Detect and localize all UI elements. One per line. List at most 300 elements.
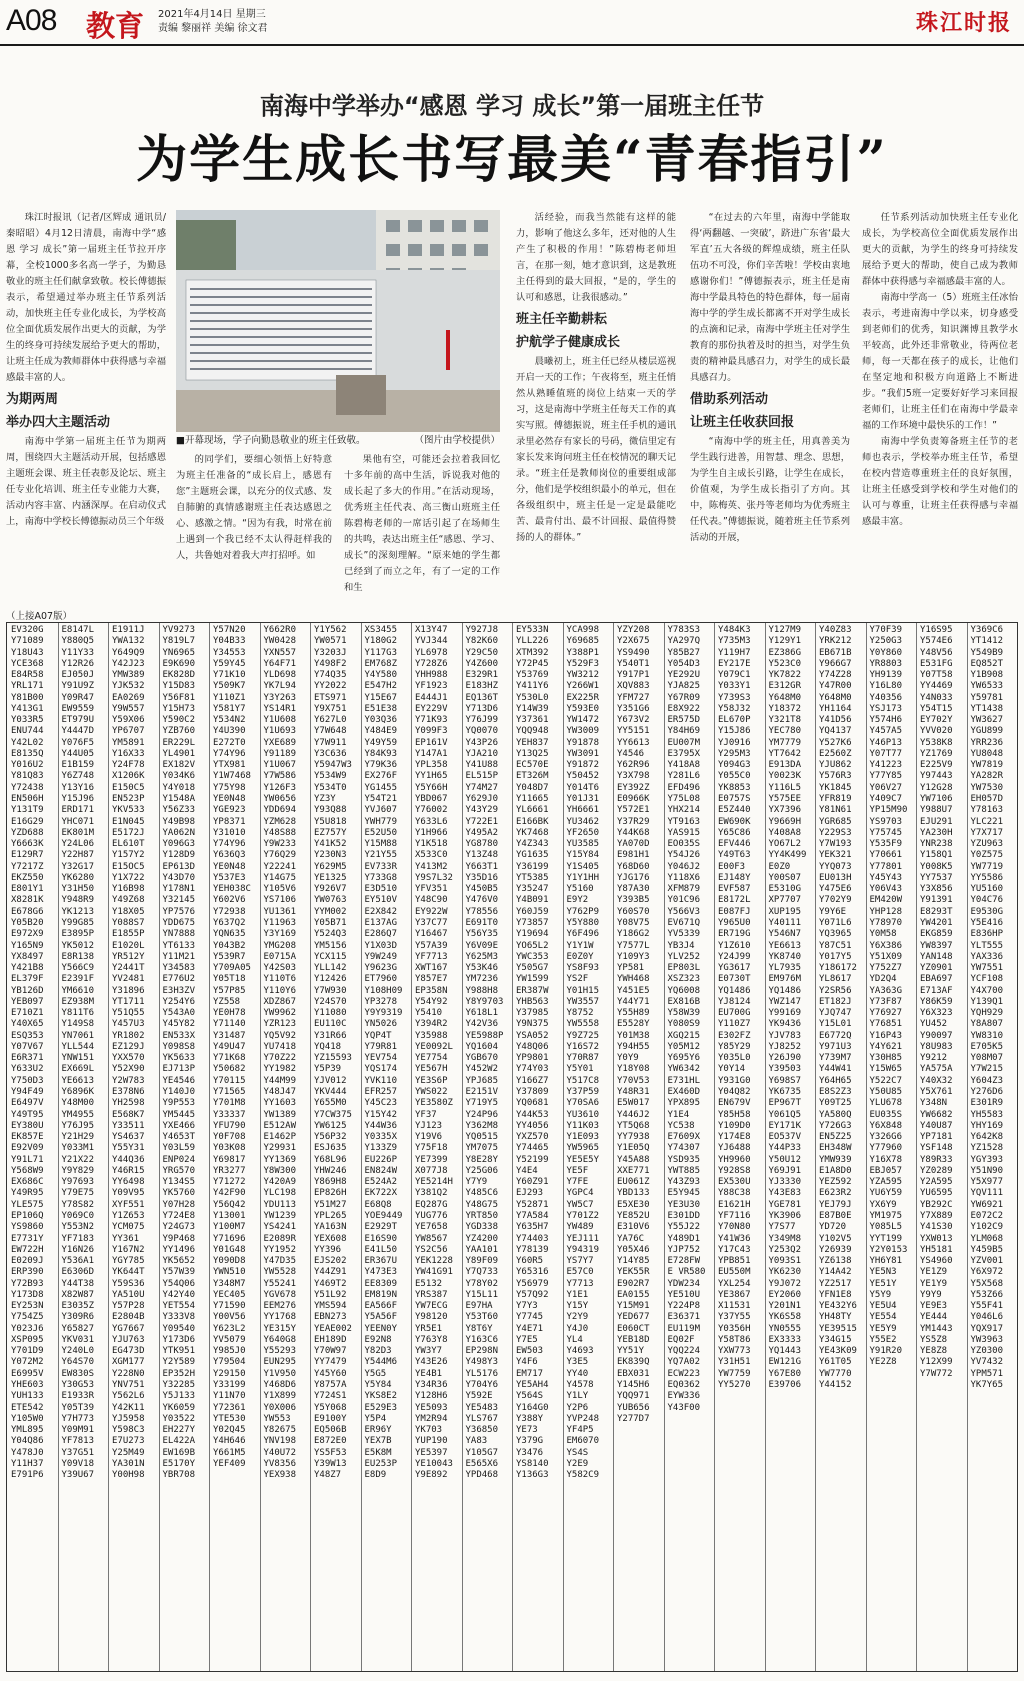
code-cell: Y55293 [263,1346,297,1357]
column-rule [664,623,665,1671]
code-cell: Y43D70 [162,872,196,883]
code-cell: Y13Q25 [516,748,549,759]
code-cell: Y26939 [819,1244,852,1255]
code-cell: YA76C [617,1233,645,1244]
code-cell: YQQ948 [516,726,549,737]
code-cell: Y70W97 [314,1346,347,1357]
code-cell: Y76J95 [61,1120,95,1131]
code-cell: Y0M58 [869,929,897,940]
code-cell: Y110T6 [263,974,297,985]
code-cell: YJQ747 [819,1008,852,1019]
code-cell: Y18U43 [11,647,44,658]
code-cell: Y8Y9703 [465,996,504,1007]
code-cell: YNW151 [61,1053,95,1064]
code-cell: YR512Y [112,951,145,962]
code-cell: Y409C7 [869,794,903,805]
code-cell: Y240L0 [61,1346,95,1357]
code-cell: Y475E6 [819,884,852,895]
code-cell: Y51L92 [314,1289,347,1300]
code-cell: Y15M88 [364,839,398,850]
code-cell: E2391F [61,974,95,985]
code-cell: EG473D [112,1346,145,1357]
code-cell: Y478J0 [11,1447,44,1458]
code-cell: YL8617 [819,974,852,985]
code-cell: YS9860 [11,1222,44,1233]
code-cell: YXN557 [263,647,297,658]
code-cell: Y2W783 [112,1075,145,1086]
code-cell: Y09V95 [112,1188,145,1199]
code-cell: Y16P43 [869,1030,903,1041]
code-cell: YAS915 [667,827,701,838]
code-cell: Y70V53 [617,1075,650,1086]
code-cell: YE7658 [415,1222,448,1233]
column-rule [310,623,311,1671]
code-cell: Y18Y08 [617,1064,650,1075]
code-cell: YG1455 [364,782,398,793]
code-cell: Y857E7 [415,974,448,985]
code-cell: EJ148Y [718,872,751,883]
code-cell: YM5891 [112,737,145,748]
code-cell: Y174E8 [718,1132,751,1143]
code-cell: YP9801 [516,1053,549,1064]
code-cell: Y5X761 [920,1087,953,1098]
code-cell: Y540T1 [617,658,650,669]
code-cell: Y566C9 [61,963,95,974]
code-cell: Y76851 [869,1019,903,1030]
code-cell: YPD468 [465,1470,499,1481]
code-cell: Y44K53 [516,1109,549,1120]
code-cell: Y42S03 [263,963,297,974]
code-cell: YZD688 [11,827,44,838]
code-cell: Y32285 [162,1380,196,1390]
code-cell: Y31H50 [61,884,95,895]
code-cell: Y186G2 [617,929,650,940]
code-cell: Y72438 [11,782,44,793]
code-cell: ERP390 [11,1267,44,1278]
code-cell: YW8567 [415,1233,448,1244]
code-cell: YQN635 [213,929,246,940]
code-cell: Y450B5 [465,884,499,895]
code-cell: YA510U [112,1289,145,1300]
code-cell: Y16467 [415,929,448,940]
code-cell: Y57N20 [213,625,246,635]
code-cell: Y49Z68 [112,895,145,906]
code-cell: Y44W36 [364,1120,398,1131]
code-cell: Y57P85 [213,985,246,996]
code-cell: EW169B [162,1447,196,1458]
code-cell: Y117G3 [364,647,398,658]
code-cell: YEX608 [314,1233,347,1244]
code-cell: Y68L96 [314,1154,347,1165]
code-cell: Y76J99 [465,715,499,726]
code-cell: YW5528 [263,1267,297,1278]
code-cell: Y590C2 [162,715,196,726]
code-cell: Y489D1 [667,1233,701,1244]
code-cell: E150C5 [112,782,145,793]
body-paragraph: 晨曦初上，班主任已经从楼层巡视开启一天的工作；午夜将至，班主任悄然从熟睡值班的岗位上结束一天的学习，这是南海中学班主任每天工作的真实写照。傅德振说，班主任手机的通讯录里必然存有家长的号码，微信里定有家长发来询问班主任在校情况的聊天记录。“班主任是教师岗位的重要组成部分，他们是学校组织最小的单元，但在各级组织中，班主任是一定是最能吃苦、最肯付出、最不计回报、最值得赞扬的人的群体。” [516,356,676,543]
code-cell: YV5079 [213,1334,246,1345]
code-cell: EEM276 [263,1301,297,1312]
code-cell: YK6S58 [768,1312,802,1323]
code-cell: Y42Y40 [162,1289,196,1300]
code-cell: Y5G5 [364,1368,387,1379]
code-cell: Y05T18 [213,974,246,985]
code-cell: Y16X78 [869,1154,903,1165]
code-cell: YZA595 [869,1177,903,1188]
code-cell: Y7Y3 [516,1301,538,1312]
code-cell: YGY785 [112,1256,145,1267]
code-cell: Y53T60 [465,1312,499,1323]
code-cell: Y096G3 [162,839,196,850]
code-cell: Y43P26 [465,737,499,748]
code-cell: Y1E1 [566,1289,589,1300]
code-cell: EZ386G [768,647,802,658]
code-cell: Y119H7 [718,647,751,658]
code-cell: Y629J0 [465,794,499,805]
code-cell: YY361 [112,1233,140,1244]
code-cell: E VR580 [667,1267,706,1278]
code-cell: YA282R [970,771,1004,782]
code-cell: Y34R36 [415,1380,448,1390]
code-cell: Y60Z91 [516,1177,549,1188]
code-cell: Y4Z600 [465,658,499,669]
code-cell: EP613D [162,861,196,872]
code-cell: EM819N [364,1289,398,1300]
code-cell: Y91R20 [869,1346,903,1357]
code-cell: YXE466 [162,1120,196,1131]
code-cell: Y446J2 [617,1109,650,1120]
code-cell: YK5633 [162,1053,196,1064]
code-cell: Y91189 [263,748,297,759]
code-cell: Y06V27 [869,782,903,793]
code-cell: Y0023K [768,771,802,782]
code-cell: YJ3330 [768,1177,802,1188]
code-cell: Y73857 [516,917,549,928]
code-cell: Y84K93 [364,748,398,759]
column-rule [462,623,463,1671]
code-cell: YW3627 [970,715,1004,726]
code-cell: EC570E [516,760,549,771]
code-cell: Y110Z1 [213,692,246,703]
code-cell: E776U2 [162,974,196,985]
code-cell: E129R7 [11,850,44,861]
code-cell: E524A2 [364,1177,398,1188]
code-cell: YH5181 [920,1244,953,1255]
code-cell: Y4653T [162,1132,196,1143]
code-cell: YW3009 [566,726,600,737]
code-cell: YS4S [566,1447,589,1458]
code-cell: Y58W39 [667,1008,701,1019]
code-cell: EU119M [667,1323,701,1334]
code-cell: YE1Z9 [920,1267,948,1278]
code-cell: Y625M3 [465,951,499,962]
code-cell: E36371 [667,1312,701,1323]
code-cell: Y91878 [566,737,600,748]
code-cell: Y02Q45 [213,1425,246,1436]
code-cell: Y118X6 [667,872,701,883]
code-cell: Y54Q06 [162,1278,196,1289]
code-cell: Y04Q86 [11,1436,44,1447]
code-cell: Y58J32 [718,703,751,714]
code-cell: Y8T6Y [465,1323,493,1334]
code-cell: E902R7 [617,1278,650,1289]
code-cell: E16S90 [364,1233,398,1244]
column-rule [613,623,614,1671]
code-cell: Y662R0 [263,625,297,635]
code-cell: YA297Q [667,636,701,647]
code-cell: YXW773 [718,1346,751,1357]
code-cell: Y411Y6 [516,681,549,692]
body-paragraph: 南海中学高一（5）班班主任冰怡表示，考进南海中学以来，切身感受到老师们的优秀，知识渊博且教学水平较高，此外还非常敬业，待两位老师，每一天都在孩子的成长，让他们在坚定地和积极方向道路上不断进步。“我们5班一定要好好学习来回报老师们，让班主任们在南海中学最幸福的工作环境中最快乐的工作！” [862,292,1018,431]
code-cell: Y37C77 [415,917,448,928]
code-cell: Y76Q29 [263,850,297,861]
code-cell: Y476V0 [465,895,499,906]
code-cell: Y034K6 [162,771,196,782]
code-cell: Y03K08 [213,1143,246,1154]
code-cell: EP358N [415,985,448,996]
code-cell: E272T0 [213,737,246,748]
code-cell: Y29150 [213,1368,246,1379]
code-cell: Y31487 [213,1030,246,1041]
code-cell: E57C0 [566,1267,594,1278]
code-cell: Y81Q83 [11,771,44,782]
code-cell: YKS8E2 [364,1391,398,1402]
code-cell: E9Y2 [566,895,589,906]
code-cell: Y06V43 [869,884,903,895]
code-cell: Y03522 [162,1413,196,1424]
code-cell: Y7X889 [920,1210,953,1221]
code-cell: Y7W193 [819,839,852,850]
code-cell: Y9E892 [415,1470,448,1481]
code-cell: Y43E83 [768,1188,802,1199]
photo-caption [176,433,500,449]
code-cell: Y36850 [465,1425,499,1436]
code-cell: YRL171 [11,681,44,692]
code-cell: Y9N375 [516,1019,549,1030]
code-cell: Y91872 [566,760,600,771]
code-cell: Y538K8 [920,737,953,748]
code-cell: YEEN0Y [364,1323,398,1334]
code-cell: Y1U067 [263,760,297,771]
code-cell: YE9E3 [920,1301,948,1312]
body-paragraph: 南海中学第一届班主任节为期两周，围绕四大主题活动开展，包括感恩主题班会课、班主任表彰及论坛、班主任专业化培训、班主任专业能力大赛，活动内容丰富、内涵深厚。在启动仪式上，南海中学校长傅德振动员三个年级 [6,436,166,527]
code-cell: YRK212 [819,636,852,647]
code-cell: ER387W [516,985,549,996]
code-cell: Y627L0 [314,715,347,726]
code-cell: YHW246 [314,1165,347,1176]
code-cell: Y4Z343 [516,839,549,850]
code-cell: EE8309 [364,1278,398,1289]
code-cell: Y81B00 [11,692,44,703]
code-cell: YQ1604 [465,1041,499,1052]
code-cell: YPX895 [667,1098,701,1109]
code-cell: YW6533 [970,681,1004,692]
code-cell: EY171K [768,1120,802,1131]
code-cell: YKV444 [314,1087,347,1098]
code-cell: Y592E [465,1391,493,1402]
code-cell: ENU744 [11,726,44,737]
code-cell: ECW223 [667,1368,701,1379]
code-cell: Y719Y5 [465,1098,499,1109]
code-cell: YK1213 [61,906,95,917]
code-cell: Y110Z7 [718,1019,751,1030]
code-cell: EJS202 [314,1256,347,1267]
code-cell: YPL265 [314,1210,347,1221]
code-cell: YE0092L [415,1041,453,1052]
code-cell: E087FJ [718,906,751,917]
code-cell: Y648M0 [819,692,852,703]
code-cell: YM1975 [869,1210,903,1221]
code-cell: YHB563 [516,996,549,1007]
code-cell: Y094G3 [718,760,751,771]
code-cell: Y13Z48 [465,850,499,861]
code-cell: YQ4137 [819,726,852,737]
code-cell: XXE771 [617,1165,650,1176]
code-cell: Y71272 [213,1177,246,1188]
code-cell: Y484E9 [364,726,398,737]
code-cell: YTE530 [213,1413,246,1424]
code-cell: E981H1 [617,850,650,861]
code-cell: Y39W13 [314,1458,347,1469]
code-cell: EW9559 [61,703,95,714]
code-cell: YZ1528 [970,1143,1004,1154]
code-cell: E060CT [617,1323,650,1334]
code-cell: EW503 [516,1346,544,1357]
code-cell: Y15Y84 [566,850,600,861]
code-cell: Y752Z7 [869,963,903,974]
code-cell: YNV751 [112,1380,145,1390]
code-cell: YQ418 [314,1041,342,1052]
code-cell: Y04B33 [213,636,246,647]
code-cell: YW7719 [970,861,1004,872]
code-cell: Y01G48 [213,1244,246,1255]
code-cell: Y01H15 [566,985,600,996]
code-cell: XSZ323 [667,974,701,985]
code-cell: Y37985 [516,1008,549,1019]
code-cell: YCX115 [314,951,347,962]
code-cell: Y65827 [61,1323,95,1334]
code-cell: YB292C [920,1199,953,1210]
code-cell: YZ0289 [920,1165,953,1176]
code-cell: Y62R96 [617,760,650,771]
code-cell: Y4X700 [970,985,1004,996]
code-cell: Y70SA6 [566,1098,600,1109]
code-cell: Y21H29 [61,1132,95,1143]
code-cell: YQ3965 [819,929,852,940]
code-cell: Y50U85 [869,1087,903,1098]
code-cell: EU253P [364,1458,398,1469]
code-cell: Y50682 [213,1064,246,1075]
code-cell: YHE603 [11,1380,44,1390]
code-cell: Y633U2 [11,1064,44,1075]
code-cell: Y8U983 [920,1041,953,1052]
code-cell: YFV351 [415,884,448,895]
code-cell: Y9P553 [162,1098,196,1109]
code-cell: Y72938 [213,906,246,917]
code-cell: Y228N0 [112,1368,145,1379]
code-cell: Y55H89 [617,1008,650,1019]
code-cell: YZ6138 [819,1256,852,1267]
code-cell: EB671B [819,647,852,658]
code-cell: Y085L5 [869,1222,903,1233]
code-cell: Y55J22 [667,1222,701,1233]
code-cell: YUP190 [415,1436,448,1447]
code-cell: YUH133 [11,1391,44,1402]
code-cell: YO67L2 [768,839,802,850]
code-cell: YWS022 [415,1087,448,1098]
code-cell: EVF587 [718,884,751,895]
code-cell: EY2060 [768,1289,802,1300]
code-cell: EX686C [11,1177,44,1188]
code-cell: EL515P [465,771,499,782]
code-cell: EQ506B [314,1425,347,1436]
code-cell: Y5410 [415,1008,443,1019]
code-cell: Y59S36 [112,1278,145,1289]
code-cell: YW3963 [970,1334,1004,1345]
code-cell: Y18372 [768,703,802,714]
code-cell: YLM068 [970,1233,1004,1244]
code-cell: XP7707 [768,895,802,906]
code-cell: YK7822 [768,670,802,681]
code-cell: YY4056 [516,1120,549,1131]
code-cell: Y45Y82 [162,1019,196,1030]
code-cell: YR1802 [112,1030,145,1041]
code-cell: YE2Z8 [869,1357,897,1368]
code-cell: Y44U05 [61,748,95,759]
code-cell: YLC221 [970,816,1004,827]
code-cell: E872E0 [314,1436,347,1447]
code-cell: YY1982 [263,1064,297,1075]
code-cell: Y6F496 [566,929,600,940]
code-cell: Y5Y9 [869,1289,892,1300]
code-cell: Y97443 [920,771,953,782]
code-cell: EK722X [364,1188,398,1199]
code-cell: Y40U87 [920,1120,953,1131]
code-cell: Y22241 [263,861,297,872]
code-cell: Y046J2 [667,861,701,872]
code-cell: Y129Y1 [768,636,802,647]
code-cell: YE0N48 [213,794,246,805]
code-cell: YZV001 [970,1256,1004,1267]
code-cell: E3H3ZV [162,985,196,996]
code-cell: X13Y47 [415,625,448,635]
code-cell: YQP4T [364,1030,392,1041]
code-cell: Y33337 [213,1109,246,1120]
code-cell: YK5012 [61,940,95,951]
code-cell: Y56F81 [162,692,196,703]
page-number: A08 [6,4,57,37]
code-cell: Y93Q88 [314,805,347,816]
code-cell: Y79E75 [61,1188,95,1199]
code-cell: EZ938M [61,996,95,1007]
code-cell: Y34G15 [819,1334,852,1345]
code-cell: YXW013 [920,1233,953,1244]
code-cell: Y485C6 [465,1188,499,1199]
code-cell: YEJ111 [566,1233,600,1244]
code-cell: Y51M27 [314,1199,347,1210]
code-cell: Y2P6 [566,1402,589,1413]
code-cell: Y224P8 [667,1301,701,1312]
code-cell: Y498Y3 [465,1357,499,1368]
code-cell: E3D510 [364,884,398,895]
code-cell: Y9Y829 [61,1165,95,1176]
code-cell: Y52X90 [112,1064,145,1075]
code-cell: YT1438 [970,703,1004,714]
code-cell: YDD675 [162,917,196,928]
code-cell: YH6661 [566,805,600,816]
code-cell: YLL226 [516,636,549,647]
code-cell: YW5558 [566,1019,600,1030]
